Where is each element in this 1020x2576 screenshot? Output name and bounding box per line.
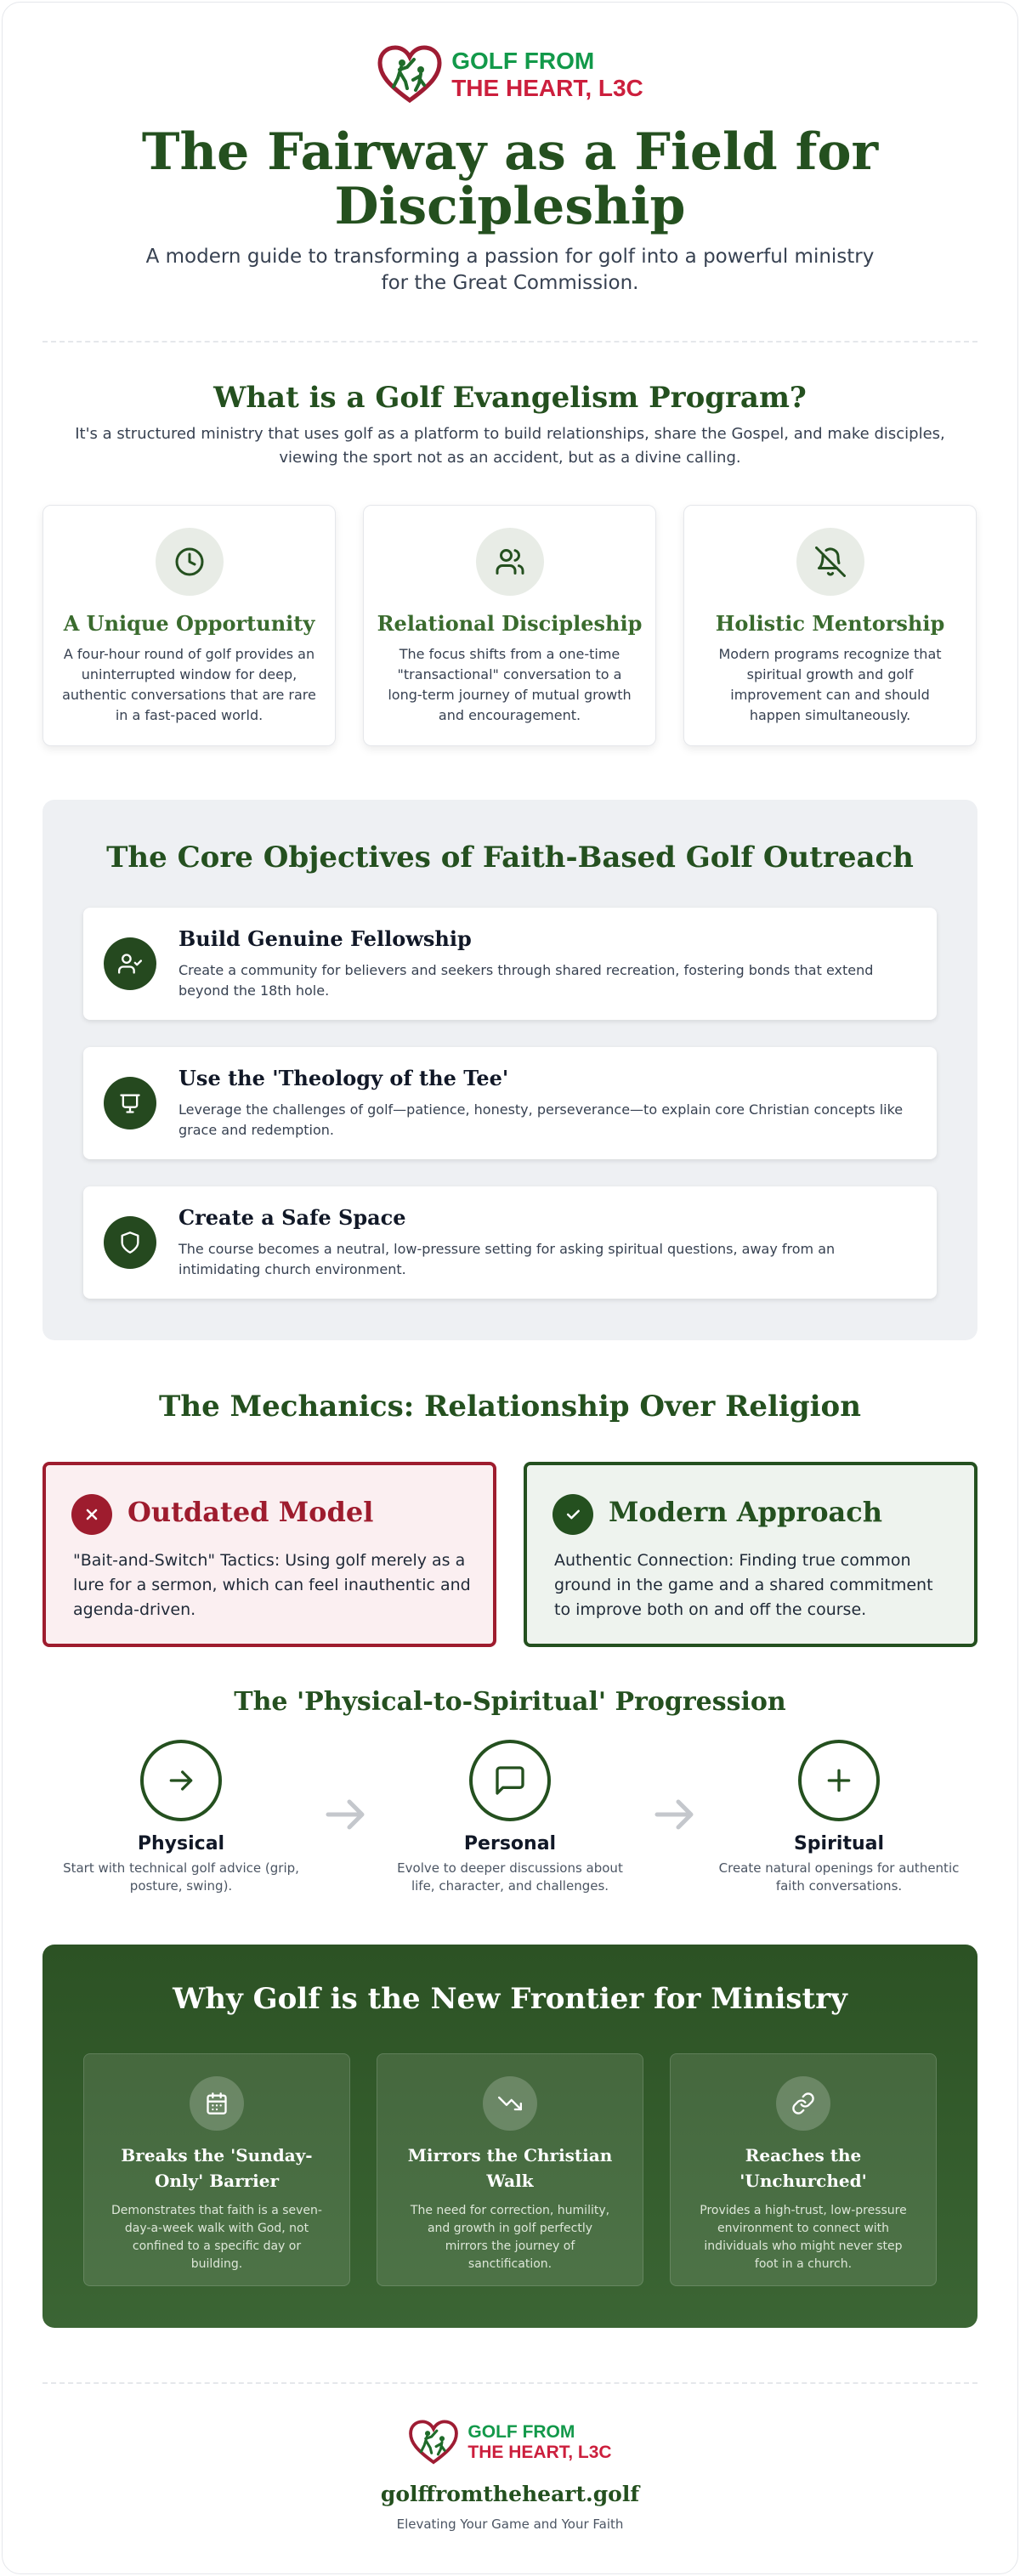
objective-title: Build Genuine Fellowship — [178, 926, 472, 951]
frontier-card-text: Demonstrates that faith is a seven-day-a-week walk with God, not confined to a specific day or building. — [111, 2204, 322, 2271]
card-title: A Unique Opportunity — [63, 611, 315, 636]
progression-steps — [42, 1740, 978, 1893]
objective-text: Leverage the challenges of golf—patience, honesty, perseverance—to explain core Christian concepts like grace and redemption. — [178, 1101, 904, 1138]
header-logo[interactable] — [42, 44, 978, 105]
step-title: Personal — [463, 1833, 557, 1854]
card-text: The focus shifts from a one-time "transactional" conversation to a long-term journey of mutual growth and encouragement. — [388, 646, 632, 723]
objective-title: Use the 'Theology of the Tee' — [178, 1066, 509, 1090]
progression-title: The 'Physical-to-Spiritual' Progression — [234, 1687, 786, 1717]
card-text: A four-hour round of golf provides an uninterrupted window for deep, authentic conversations that are rare in a fast-paced world. — [62, 646, 316, 723]
frontier-card-unchurched — [670, 2053, 937, 2286]
what-lead-line1: It's a structured ministry that uses golf as a platform to build relationships, share the Gospel, and make disciples, — [75, 425, 945, 443]
what-lead — [42, 422, 978, 470]
presentation-icon — [118, 1091, 142, 1115]
modern-text: Authentic Connection: Finding true common ground in the game and a shared commitment to improve both on and off the course. — [554, 1551, 933, 1619]
chevron-arrow-icon — [649, 1789, 700, 1840]
step-text-line1: Evolve to deeper discussions about — [397, 1860, 623, 1876]
step-text-line2: life, character, and challenges. — [411, 1878, 609, 1894]
footer-brand-line1: GOLF FROM — [468, 2421, 575, 2442]
page-title — [42, 122, 978, 236]
footer-website-link[interactable]: golffromtheheart.golf — [380, 2482, 640, 2506]
feature-cards — [42, 505, 978, 746]
objectives-section — [42, 800, 978, 1340]
what-title: What is a Golf Evangelism Program? — [213, 381, 807, 415]
brand-name — [451, 48, 643, 102]
frontier-title: Why Golf is the New Frontier for Ministry — [173, 1982, 847, 2016]
frontier-card-walk — [377, 2053, 643, 2286]
step-text-line2: posture, swing). — [129, 1878, 233, 1894]
outdated-text: "Bait-and-Switch" Tactics: Using golf merely as a lure for a sermon, which can feel inauthentic and agenda-driven. — [73, 1551, 471, 1619]
plus-icon — [822, 1764, 856, 1798]
modern-approach-card — [524, 1462, 978, 1647]
trending-down-icon — [498, 2092, 522, 2115]
x-icon — [83, 1506, 100, 1523]
footer-divider — [42, 2382, 978, 2384]
brand-line1: GOLF FROM — [451, 47, 595, 74]
heart-golfer-icon — [377, 44, 443, 105]
step-spiritual — [716, 1740, 962, 1895]
frontier-card-title: Mirrors the Christian Walk — [407, 2145, 613, 2191]
objective-text: The course becomes a neutral, low-pressure setting for asking spiritual questions, away from an intimidating church environment. — [178, 1241, 836, 1277]
clock-icon — [174, 546, 205, 577]
frontier-card-text: Provides a high-trust, low-pressure environment to connect with individuals who might never step foot in a church. — [700, 2204, 907, 2271]
compare-section — [42, 1462, 978, 1647]
feature-card-opportunity — [42, 505, 336, 746]
subtitle-line2: for the Great Commission. — [381, 272, 639, 294]
what-lead-line2: viewing the sport not as an accident, but as a divine calling. — [279, 449, 741, 467]
arrow-right-icon — [164, 1764, 198, 1798]
outdated-model-card — [42, 1462, 496, 1647]
feature-card-relational — [363, 505, 656, 746]
user-check-icon — [118, 952, 142, 976]
frontier-card-text: The need for correction, humility, and growth in golf perfectly mirrors the journey of sanctification. — [410, 2204, 610, 2271]
objective-fellowship — [83, 908, 937, 1020]
step-text — [387, 1860, 633, 1895]
footer-logo[interactable] — [42, 2419, 978, 2466]
page-subtitle — [42, 244, 978, 297]
step-text — [716, 1860, 962, 1895]
objectives-title: The Core Objectives of Faith-Based Golf Outreach — [106, 841, 914, 875]
card-title: Holistic Mentorship — [715, 611, 945, 636]
title-line2: Discipleship — [334, 177, 686, 236]
calendar-icon — [205, 2092, 229, 2115]
footer-brand-line2: THE HEART, L3C — [468, 2443, 612, 2462]
chevron-arrow-icon — [320, 1789, 371, 1840]
mechanics-title: The Mechanics: Relationship Over Religion — [159, 1390, 861, 1424]
frontier-card-sunday — [83, 2053, 350, 2286]
step-title: Physical — [137, 1833, 225, 1854]
objective-title: Create a Safe Space — [178, 1205, 406, 1230]
objective-theology — [83, 1047, 937, 1159]
link-icon — [791, 2092, 815, 2115]
objective-safe-space — [83, 1186, 937, 1299]
step-text-line1: Start with technical golf advice (grip, — [63, 1860, 299, 1876]
step-text-line2: faith conversations. — [775, 1878, 903, 1894]
bell-off-icon — [815, 546, 846, 577]
objective-text: Create a community for believers and seekers through shared recreation, fostering bonds that extend beyond the 18th hole. — [178, 962, 874, 999]
step-text-line1: Create natural openings for authentic — [718, 1860, 960, 1876]
frontier-card-title: Breaks the 'Sunday-Only' Barrier — [121, 2145, 313, 2191]
step-personal — [387, 1740, 633, 1895]
footer-brand-name — [468, 2422, 611, 2463]
check-icon — [564, 1506, 581, 1523]
step-title: Spiritual — [793, 1833, 885, 1854]
card-text: Modern programs recognize that spiritual growth and golf improvement can and should happen simultaneously. — [718, 646, 942, 723]
title-line1: The Fairway as a Field for — [141, 122, 879, 182]
subtitle-line1: A modern guide to transforming a passion for golf into a powerful ministry — [145, 246, 875, 268]
divider — [42, 341, 978, 343]
message-icon — [493, 1764, 527, 1798]
frontier-card-title: Reaches the 'Unchurched' — [740, 2145, 867, 2191]
step-physical — [58, 1740, 304, 1895]
modern-title: Modern Approach — [609, 1496, 883, 1528]
card-title: Relational Discipleship — [377, 611, 643, 636]
heart-golfer-icon — [408, 2419, 459, 2466]
brand-line2: THE HEART, L3C — [451, 75, 643, 101]
users-icon — [495, 546, 525, 577]
outdated-title: Outdated Model — [128, 1496, 374, 1528]
frontier-section — [42, 1945, 978, 2328]
shield-icon — [118, 1231, 142, 1254]
footer-tagline: Elevating Your Game and Your Faith — [396, 2517, 624, 2532]
feature-card-holistic — [683, 505, 977, 746]
step-text — [58, 1860, 304, 1895]
